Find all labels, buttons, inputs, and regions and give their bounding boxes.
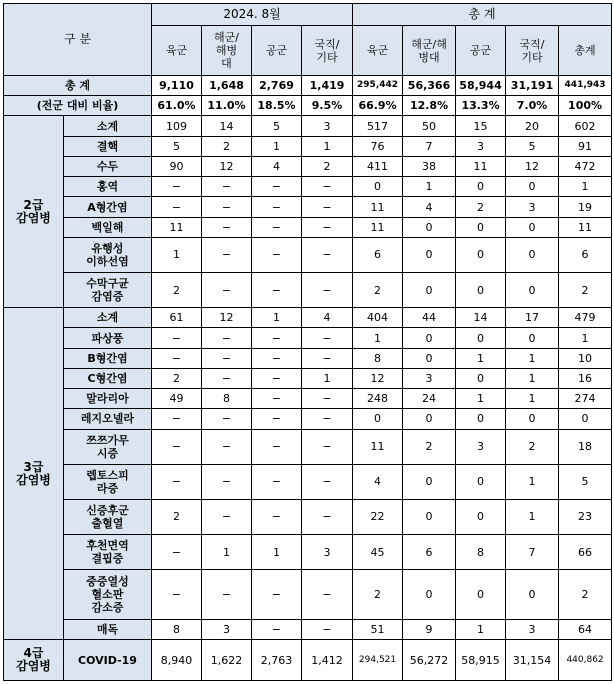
value-cell: − xyxy=(252,409,302,429)
disease-label: 쯔쯔가무 시증 xyxy=(64,429,152,464)
total-value: 56,366 xyxy=(403,76,456,96)
value-cell: 22 xyxy=(353,499,403,534)
value-cell: 1 xyxy=(506,499,559,534)
value-cell: 1 xyxy=(559,177,612,197)
value-cell: 58,915 xyxy=(456,640,506,681)
ratio-value: 7.0% xyxy=(506,96,559,116)
value-cell: 0 xyxy=(456,273,506,308)
value-cell: − xyxy=(252,237,302,272)
value-cell: 1 xyxy=(506,348,559,368)
value-cell: 2 xyxy=(152,368,202,388)
value-cell: 0 xyxy=(456,409,506,429)
value-cell: − xyxy=(252,217,302,237)
value-cell: 0 xyxy=(506,237,559,272)
value-cell: 0 xyxy=(403,409,456,429)
value-cell: − xyxy=(152,197,202,217)
value-cell: − xyxy=(202,368,252,388)
category-header: 구 분 xyxy=(4,4,152,76)
value-cell: 4 xyxy=(353,464,403,499)
value-cell: − xyxy=(252,273,302,308)
value-cell: − xyxy=(202,499,252,534)
ratio-row xyxy=(4,96,612,116)
ratio-value: 12.8% xyxy=(403,96,456,116)
value-cell: − xyxy=(302,328,353,348)
value-cell: − xyxy=(202,409,252,429)
value-cell: − xyxy=(202,217,252,237)
group-label: 4급 감염병 xyxy=(4,640,64,681)
value-cell: 0 xyxy=(559,409,612,429)
value-cell: 11 xyxy=(456,156,506,176)
value-cell: 0 xyxy=(403,499,456,534)
value-cell: 66 xyxy=(559,534,612,569)
value-cell: 61 xyxy=(152,308,202,328)
value-cell: 1 xyxy=(252,534,302,569)
value-cell: 7 xyxy=(403,136,456,156)
value-cell: − xyxy=(252,570,302,620)
value-cell: 17 xyxy=(506,308,559,328)
value-cell: 1 xyxy=(202,534,252,569)
table-row xyxy=(4,348,612,368)
value-cell: 274 xyxy=(559,389,612,409)
value-cell: 15 xyxy=(456,116,506,136)
disease-label: 매독 xyxy=(64,620,152,640)
total-value: 58,944 xyxy=(456,76,506,96)
value-cell: 1 xyxy=(456,620,506,640)
value-cell: 0 xyxy=(456,217,506,237)
value-cell: 3 xyxy=(456,429,506,464)
value-cell: 50 xyxy=(403,116,456,136)
value-cell: 3 xyxy=(302,534,353,569)
disease-label: 말라리아 xyxy=(64,389,152,409)
value-cell: 0 xyxy=(506,273,559,308)
value-cell: − xyxy=(252,197,302,217)
value-cell: 10 xyxy=(559,348,612,368)
col-header-month: 공군 xyxy=(252,26,302,76)
value-cell: 2 xyxy=(559,570,612,620)
table-row xyxy=(4,464,612,499)
disease-label: 유행성 이하선염 xyxy=(64,237,152,272)
table-row xyxy=(4,570,612,620)
value-cell: 294,521 xyxy=(353,640,403,681)
ratio-value: 100% xyxy=(559,96,612,116)
value-cell: 0 xyxy=(506,570,559,620)
total-value: 31,191 xyxy=(506,76,559,96)
value-cell: 4 xyxy=(302,308,353,328)
value-cell: 11 xyxy=(353,217,403,237)
value-cell: 0 xyxy=(353,177,403,197)
value-cell: 2 xyxy=(353,273,403,308)
value-cell: 0 xyxy=(353,409,403,429)
value-cell: 1 xyxy=(152,237,202,272)
value-cell: − xyxy=(202,348,252,368)
value-cell: 1,622 xyxy=(202,640,252,681)
value-cell: 51 xyxy=(353,620,403,640)
value-cell: − xyxy=(152,570,202,620)
value-cell: − xyxy=(252,620,302,640)
table-row xyxy=(4,308,612,328)
table-row xyxy=(4,237,612,272)
disease-label: 신증후군 출혈열 xyxy=(64,499,152,534)
value-cell: 1,412 xyxy=(302,640,353,681)
value-cell: 3 xyxy=(302,116,353,136)
table-row xyxy=(4,640,612,681)
disease-label: 소계 xyxy=(64,308,152,328)
value-cell: − xyxy=(202,197,252,217)
value-cell: − xyxy=(302,177,353,197)
value-cell: 0 xyxy=(456,237,506,272)
value-cell: 49 xyxy=(152,389,202,409)
value-cell: − xyxy=(202,328,252,348)
value-cell: − xyxy=(252,464,302,499)
value-cell: 0 xyxy=(403,570,456,620)
value-cell: 91 xyxy=(559,136,612,156)
value-cell: 0 xyxy=(456,570,506,620)
table-row xyxy=(4,136,612,156)
total-value: 295,442 xyxy=(353,76,403,96)
value-cell: − xyxy=(202,273,252,308)
value-cell: − xyxy=(252,328,302,348)
disease-label: 레지오넬라 xyxy=(64,409,152,429)
value-cell: 31,154 xyxy=(506,640,559,681)
value-cell: 7 xyxy=(506,534,559,569)
ratio-value: 18.5% xyxy=(252,96,302,116)
value-cell: 6 xyxy=(353,237,403,272)
value-cell: − xyxy=(302,620,353,640)
value-cell: 5 xyxy=(152,136,202,156)
value-cell: − xyxy=(302,499,353,534)
value-cell: 1 xyxy=(456,348,506,368)
value-cell: 19 xyxy=(559,197,612,217)
value-cell: 12 xyxy=(202,156,252,176)
value-cell: − xyxy=(152,177,202,197)
value-cell: 8 xyxy=(353,348,403,368)
value-cell: 4 xyxy=(403,197,456,217)
value-cell: − xyxy=(252,429,302,464)
value-cell: 8,940 xyxy=(152,640,202,681)
value-cell: 8 xyxy=(456,534,506,569)
value-cell: 11 xyxy=(353,197,403,217)
value-cell: 0 xyxy=(403,273,456,308)
value-cell: 45 xyxy=(353,534,403,569)
table-row xyxy=(4,197,612,217)
value-cell: 18 xyxy=(559,429,612,464)
value-cell: 0 xyxy=(403,328,456,348)
table-row xyxy=(4,389,612,409)
value-cell: 0 xyxy=(403,217,456,237)
value-cell: 3 xyxy=(506,620,559,640)
value-cell: 1 xyxy=(252,308,302,328)
table-row xyxy=(4,620,612,640)
value-cell: − xyxy=(152,464,202,499)
table-row xyxy=(4,273,612,308)
value-cell: 2,763 xyxy=(252,640,302,681)
value-cell: − xyxy=(252,368,302,388)
col-header-total: 국직/ 기타 xyxy=(506,26,559,76)
col-header-month: 국직/ 기타 xyxy=(302,26,353,76)
value-cell: − xyxy=(152,328,202,348)
value-cell: − xyxy=(302,389,353,409)
col-header-total: 공군 xyxy=(456,26,506,76)
value-cell: − xyxy=(202,570,252,620)
value-cell: 1 xyxy=(456,389,506,409)
value-cell: 6 xyxy=(403,534,456,569)
table-row xyxy=(4,368,612,388)
value-cell: − xyxy=(152,348,202,368)
total-value: 441,943 xyxy=(559,76,612,96)
value-cell: 1 xyxy=(403,177,456,197)
value-cell: 23 xyxy=(559,499,612,534)
disease-label: 중증열성 혈소판 감소증 xyxy=(64,570,152,620)
value-cell: 440,862 xyxy=(559,640,612,681)
total-row xyxy=(4,76,612,96)
ratio-value: 66.9% xyxy=(353,96,403,116)
value-cell: 56,272 xyxy=(403,640,456,681)
period-header-total: 총 계 xyxy=(353,4,612,26)
value-cell: 11 xyxy=(353,429,403,464)
value-cell: − xyxy=(302,570,353,620)
infectious-disease-table xyxy=(3,3,612,681)
disease-label: B형간염 xyxy=(64,348,152,368)
col-header-month: 육군 xyxy=(152,26,202,76)
value-cell: 0 xyxy=(456,499,506,534)
value-cell: 0 xyxy=(456,464,506,499)
group-label: 3급 감염병 xyxy=(4,308,64,640)
value-cell: 0 xyxy=(506,409,559,429)
value-cell: 2 xyxy=(152,499,202,534)
value-cell: 1 xyxy=(559,328,612,348)
value-cell: 0 xyxy=(506,177,559,197)
value-cell: 479 xyxy=(559,308,612,328)
disease-label: C형간염 xyxy=(64,368,152,388)
disease-label: 백일해 xyxy=(64,217,152,237)
value-cell: 2 xyxy=(403,429,456,464)
value-cell: 472 xyxy=(559,156,612,176)
value-cell: 14 xyxy=(456,308,506,328)
value-cell: 4 xyxy=(252,156,302,176)
value-cell: − xyxy=(152,534,202,569)
ratio-label: (전군 대비 비율) xyxy=(4,96,152,116)
value-cell: 20 xyxy=(506,116,559,136)
value-cell: 9 xyxy=(403,620,456,640)
value-cell: 76 xyxy=(353,136,403,156)
value-cell: 3 xyxy=(202,620,252,640)
disease-label: A형간염 xyxy=(64,197,152,217)
value-cell: − xyxy=(302,348,353,368)
table-row xyxy=(4,177,612,197)
value-cell: 12 xyxy=(506,156,559,176)
value-cell: − xyxy=(302,217,353,237)
value-cell: 2 xyxy=(302,156,353,176)
table-row xyxy=(4,156,612,176)
total-label: 총 계 xyxy=(4,76,152,96)
value-cell: 90 xyxy=(152,156,202,176)
value-cell: 1 xyxy=(302,136,353,156)
group-label: 2급 감염병 xyxy=(4,116,64,308)
disease-label: 파상풍 xyxy=(64,328,152,348)
value-cell: 0 xyxy=(456,328,506,348)
value-cell: 1 xyxy=(506,389,559,409)
value-cell: − xyxy=(302,197,353,217)
total-value: 1,648 xyxy=(202,76,252,96)
value-cell: − xyxy=(302,409,353,429)
value-cell: − xyxy=(152,409,202,429)
value-cell: 1 xyxy=(252,136,302,156)
value-cell: − xyxy=(252,499,302,534)
value-cell: − xyxy=(302,237,353,272)
col-header-total: 해군/해 병대 xyxy=(403,26,456,76)
value-cell: − xyxy=(302,429,353,464)
value-cell: 3 xyxy=(456,136,506,156)
value-cell: 0 xyxy=(456,177,506,197)
table-row xyxy=(4,499,612,534)
value-cell: 602 xyxy=(559,116,612,136)
value-cell: − xyxy=(152,429,202,464)
value-cell: 2 xyxy=(506,429,559,464)
disease-label: 소계 xyxy=(64,116,152,136)
value-cell: − xyxy=(202,177,252,197)
value-cell: 1 xyxy=(302,368,353,388)
value-cell: 109 xyxy=(152,116,202,136)
value-cell: 14 xyxy=(202,116,252,136)
value-cell: − xyxy=(252,177,302,197)
value-cell: 404 xyxy=(353,308,403,328)
value-cell: 11 xyxy=(152,217,202,237)
value-cell: 3 xyxy=(506,197,559,217)
ratio-value: 13.3% xyxy=(456,96,506,116)
value-cell: − xyxy=(252,348,302,368)
value-cell: 0 xyxy=(456,368,506,388)
value-cell: 411 xyxy=(353,156,403,176)
value-cell: 16 xyxy=(559,368,612,388)
value-cell: 0 xyxy=(506,328,559,348)
value-cell: 2 xyxy=(353,570,403,620)
disease-label: 수막구균 감염증 xyxy=(64,273,152,308)
disease-label: 홍역 xyxy=(64,177,152,197)
disease-label: 수두 xyxy=(64,156,152,176)
value-cell: 6 xyxy=(559,237,612,272)
value-cell: 1 xyxy=(506,368,559,388)
value-cell: − xyxy=(202,429,252,464)
table-row xyxy=(4,116,612,136)
value-cell: 1 xyxy=(353,328,403,348)
table-row xyxy=(4,534,612,569)
total-value: 2,769 xyxy=(252,76,302,96)
value-cell: 0 xyxy=(506,217,559,237)
ratio-value: 11.0% xyxy=(202,96,252,116)
value-cell: 12 xyxy=(353,368,403,388)
col-header-total: 육군 xyxy=(353,26,403,76)
value-cell: 5 xyxy=(559,464,612,499)
value-cell: 248 xyxy=(353,389,403,409)
value-cell: 11 xyxy=(559,217,612,237)
total-value: 9,110 xyxy=(152,76,202,96)
disease-label: 렙토스피 라증 xyxy=(64,464,152,499)
period-header-month: 2024. 8월 xyxy=(152,4,353,26)
disease-label: COVID-19 xyxy=(64,640,152,681)
value-cell: 0 xyxy=(403,464,456,499)
value-cell: 0 xyxy=(403,237,456,272)
ratio-value: 61.0% xyxy=(152,96,202,116)
value-cell: 1 xyxy=(506,464,559,499)
disease-label: 후천면역 결핍증 xyxy=(64,534,152,569)
col-header-month: 해군/ 해병 대 xyxy=(202,26,252,76)
value-cell: 8 xyxy=(202,389,252,409)
table-row xyxy=(4,409,612,429)
value-cell: 24 xyxy=(403,389,456,409)
table-row xyxy=(4,217,612,237)
value-cell: 517 xyxy=(353,116,403,136)
value-cell: 5 xyxy=(506,136,559,156)
value-cell: 0 xyxy=(403,348,456,368)
value-cell: − xyxy=(202,464,252,499)
value-cell: − xyxy=(202,237,252,272)
value-cell: 12 xyxy=(202,308,252,328)
value-cell: 2 xyxy=(202,136,252,156)
ratio-value: 9.5% xyxy=(302,96,353,116)
total-value: 1,419 xyxy=(302,76,353,96)
value-cell: − xyxy=(252,389,302,409)
value-cell: 64 xyxy=(559,620,612,640)
col-header-total: 총계 xyxy=(559,26,612,76)
value-cell: 5 xyxy=(252,116,302,136)
value-cell: 2 xyxy=(456,197,506,217)
disease-label: 결핵 xyxy=(64,136,152,156)
value-cell: 2 xyxy=(152,273,202,308)
value-cell: − xyxy=(302,273,353,308)
table-row xyxy=(4,328,612,348)
value-cell: 44 xyxy=(403,308,456,328)
value-cell: 2 xyxy=(559,273,612,308)
value-cell: − xyxy=(302,464,353,499)
table-row xyxy=(4,429,612,464)
value-cell: 3 xyxy=(403,368,456,388)
value-cell: 8 xyxy=(152,620,202,640)
value-cell: 38 xyxy=(403,156,456,176)
